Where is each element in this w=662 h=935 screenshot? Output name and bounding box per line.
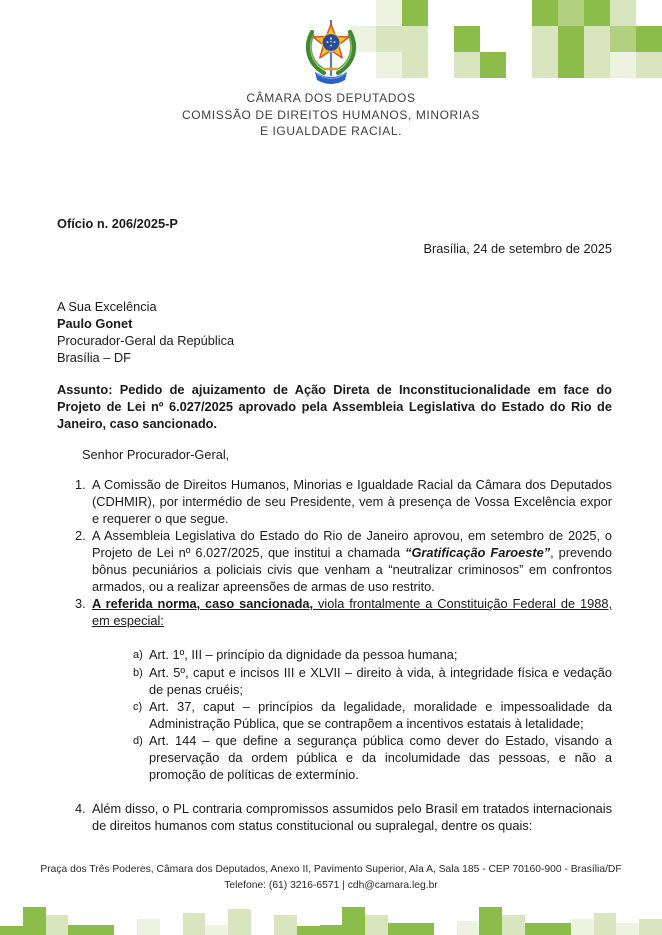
lettered-sublist: [133, 646, 612, 783]
letter-body: [57, 215, 612, 834]
org-header: [0, 90, 662, 140]
list-item-3-underline-part: viola frontalmente a Constituição Federal de 1988, em especial:: [92, 596, 612, 628]
list-item-4-text: Além disso, o PL contraria compromissos assumidos pelo Brasil em tratados internacionais de direitos humanos com status constitucional ou supralegal, dentre os quais:: [92, 801, 612, 833]
subject-line: Assunto: Pedido de ajuizamento de Ação Direta de Inconstitucionalidade em face do Projeto de Lei nº 6.027/2025 aprovado pela Assembleia Legislativa do Estado do Rio de Janeiro, caso sancionado.: [57, 382, 612, 431]
list-item-2-italic-phrase: “Gratificação Faroeste”: [405, 545, 551, 560]
sub-item-b-text: Art. 5º, caput e incisos III e XLVII – direito à vida, à integridade física e vedação de penas cruéis;: [149, 665, 612, 697]
list-item-3-marker: 3.: [75, 596, 86, 611]
numbered-list: [75, 476, 612, 834]
sub-item-a-text: Art. 1º, III – princípio da dignidade da pessoa humana;: [149, 647, 458, 662]
commission-name-line2: E IGUALDADE RACIAL.: [259, 124, 403, 138]
sub-item-a: [133, 646, 612, 664]
sub-item-c: [133, 698, 612, 732]
list-item-3-text: [92, 595, 612, 629]
date-line: Brasília, 24 de setembro de 2025: [423, 241, 612, 256]
list-item-1-marker: 1.: [75, 477, 86, 492]
list-item-2-text: [92, 527, 612, 595]
brazil-coat-of-arms-icon: [303, 14, 359, 88]
list-item-4: [75, 800, 612, 834]
list-item-2: [75, 527, 612, 595]
sub-item-a-marker: a): [133, 649, 143, 661]
list-item-1: [75, 476, 612, 527]
sub-item-b: [133, 664, 612, 698]
list-item-2-post: , prevendo bônus pecuniários a policiais civis que venham a “neutralizar criminosos” em confrontos armados, ou a realizar apreensões de armas de uso restrito.: [92, 545, 612, 594]
commission-name-line1: COMISSÃO DE DIREITOS HUMANOS, MINORIAS: [182, 107, 480, 122]
footer: [0, 862, 662, 894]
list-item-3: [75, 595, 612, 629]
list-item-1-text: A Comissão de Direitos Humanos, Minorias e Igualdade Racial da Câmara dos Deputados (CDHMIR), por intermédio de seu Presidente, vem à presença de Vossa Excelência expor e requerer o que segue.: [92, 477, 612, 526]
sub-item-b-marker: b): [133, 667, 143, 679]
list-item-4-marker: 4.: [75, 801, 86, 816]
sub-item-c-text: Art. 37, caput – princípios da legalidade, moralidade e impessoalidade da Administração Pública, que se contrapõem a incentivos estatais à letalidade;: [149, 699, 612, 731]
addressee-title: Procurador-Geral da República: [57, 333, 235, 348]
addressee-honorific: A Sua Excelência: [57, 299, 157, 314]
footer-address: Praça dos Três Poderes, Câmara dos Deputados, Anexo II, Pavimento Superior, Ala A, Sala 185 - CEP 70160-900 - Brasília/DF: [40, 864, 622, 875]
addressee-city: Brasília – DF: [57, 350, 131, 365]
org-name: CÂMARA DOS DEPUTADOS: [246, 91, 416, 105]
sub-item-d-text: Art. 144 – que define a segurança pública como dever do Estado, visando a preservação da ordem pública e da incolumidade das pessoas, e não a promoção de políticas de extermínio.: [149, 733, 612, 782]
green-bars-decoration: [0, 905, 662, 935]
sub-item-d-marker: d): [133, 735, 143, 747]
reference-number: Ofício n. 206/2025-P: [57, 216, 178, 231]
list-item-2-pre: A Assembleia Legislativa do Estado do Rio de Janeiro aprovou, em setembro de 2025, o Projeto de Lei nº 6.027/2025, que institui a chamada: [92, 528, 612, 560]
addressee-name: Paulo Gonet: [57, 316, 133, 331]
footer-contact: Telefone: (61) 3216-6571 | cdh@camara.leg.br: [224, 880, 438, 891]
sub-item-c-marker: c): [133, 701, 143, 713]
crest-wrap: [0, 14, 662, 93]
list-item-3-bold-part: A referida norma, caso sancionada,: [92, 596, 314, 611]
sub-item-d: [133, 732, 612, 783]
addressee-block: [57, 298, 612, 366]
salutation: Senhor Procurador-Geral,: [82, 447, 230, 462]
list-item-2-marker: 2.: [75, 528, 86, 543]
